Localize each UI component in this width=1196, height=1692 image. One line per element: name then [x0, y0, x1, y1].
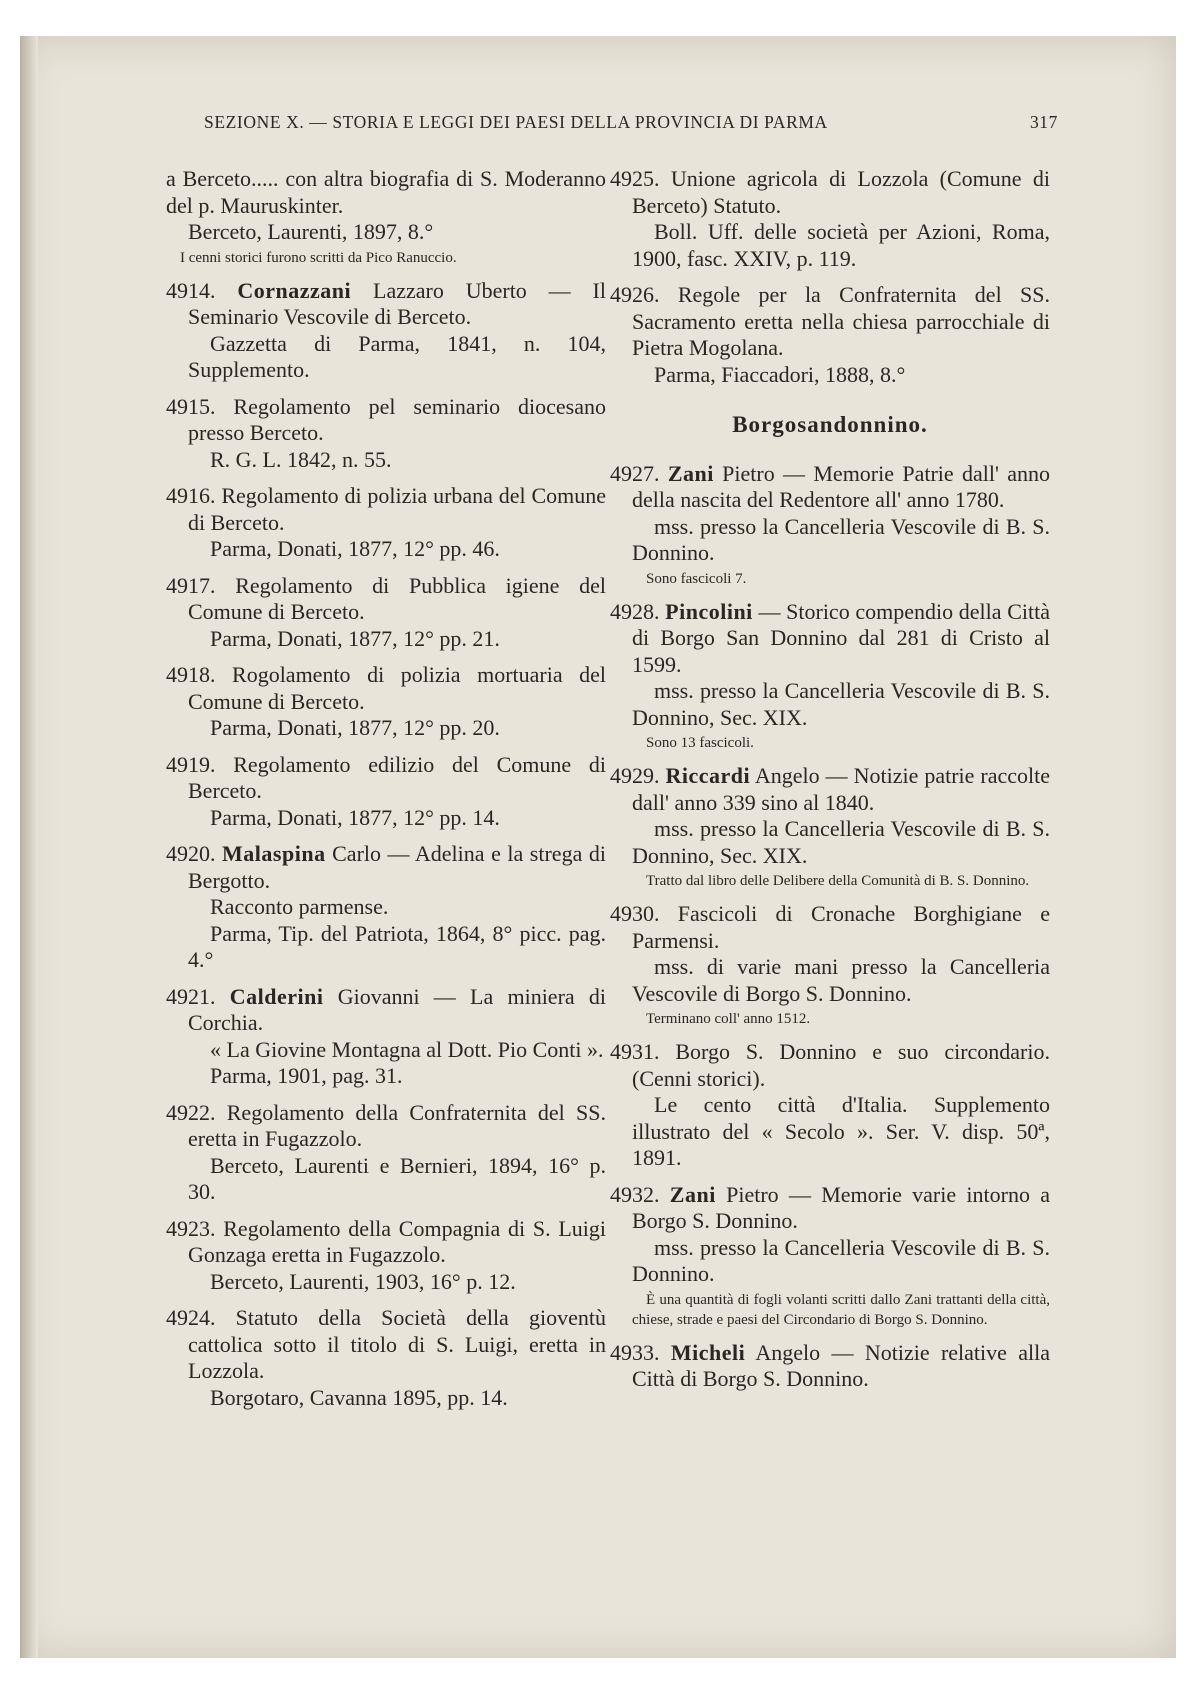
entry-author: Calderini: [229, 983, 324, 1009]
entry-imprint: Parma, Donati, 1877, 12° pp. 20.: [210, 715, 500, 740]
entry-author: Micheli: [670, 1339, 746, 1365]
entry-subtitle: « La Giovine Montagna al Dott. Pio Conti ».: [210, 1036, 604, 1062]
entry-title: Regolamento pel seminario diocesano presso Berceto.: [188, 393, 606, 445]
entry-heading: [166, 278, 606, 331]
entry-heading: [610, 282, 1050, 362]
entry-heading: [166, 394, 606, 447]
entry-number: 4924.: [166, 1305, 216, 1330]
entry-title: Giovanni — La miniera di Corchia.: [188, 983, 606, 1035]
entry-heading: [610, 901, 1050, 954]
entry-imprint: Parma, Tip. del Patriota, 1864, 8° picc. pag. 4.°: [188, 920, 606, 972]
entry-4930: [610, 901, 1050, 1029]
entry-imprint: Parma, Donati, 1877, 12° pp. 46.: [210, 536, 500, 561]
entry-text-line: Moderanno del p. Mauruskinter.: [166, 166, 606, 218]
entry-4915: [166, 394, 606, 474]
page-gutter-shadow: [20, 36, 38, 1658]
entry-heading: [166, 1305, 606, 1385]
entry-number: 4919.: [166, 751, 216, 777]
entry-heading: [166, 1216, 606, 1269]
entry-note: Tratto dal libro delle Delibere della Comunità di B. S. Donnino.: [646, 873, 1030, 889]
entry-note: Sono 13 fascicoli.: [646, 735, 754, 751]
entry-title: Regolamento edilizio del Comune di Berceto.: [188, 751, 606, 803]
entry-note: Sono fascicoli 7.: [646, 570, 747, 587]
page-number: 317: [1029, 112, 1058, 132]
entry-imprint: Gazzetta di Parma, 1841, n. 104, Supplemento.: [188, 330, 606, 382]
entry-imprint: mss. presso la Cancelleria Vescovile di B. S. Donnino.: [632, 1234, 1050, 1286]
entry-number: 4923.: [166, 1215, 216, 1241]
entry-heading: [610, 599, 1050, 679]
left-column: [166, 166, 606, 1421]
entry-4922: [166, 1100, 606, 1206]
entry-title: Angelo — Notizie patrie raccolte dall' anno 339 sino al 1840.: [632, 763, 1051, 815]
entry-4921: [166, 984, 606, 1090]
entry-title: — Storico compendio della Città di Borgo San Donnino dal 281 di Cristo al 1599.: [632, 598, 1050, 677]
entry-4928: [610, 599, 1050, 754]
entry-4920: [166, 841, 606, 974]
entry-title: Lazzaro Uberto — Il Seminario Vescovile di Berceto.: [188, 277, 606, 329]
entry-heading: [610, 763, 1050, 816]
entry-heading: [166, 573, 606, 626]
entry-number: 4917.: [166, 572, 216, 598]
entry-author: Riccardi: [665, 763, 751, 788]
entry-imprint: Berceto, Laurenti, 1903, 16° p. 12.: [210, 1268, 516, 1294]
entry-number: 4916.: [166, 483, 216, 508]
entry-title: Statuto della Società della gioventù cattolica sotto il titolo di S. Luigi, eretta in Lozzola.: [188, 1305, 606, 1383]
entry-number: 4932.: [610, 1181, 660, 1207]
section-heading: Borgosandonnino.: [732, 412, 928, 437]
entry-heading: [166, 662, 606, 715]
entry-note: I cenni storici furono scritti da Pico Ranuccio.: [180, 249, 457, 266]
entry-title: Angelo — Notizie relative alla Città di Borgo S. Donnino.: [632, 1339, 1051, 1391]
entry-text: [166, 166, 606, 219]
entry-continuation: [166, 166, 606, 268]
entry-heading: [610, 166, 1050, 219]
entry-4927: [610, 461, 1050, 589]
entry-imprint: Boll. Uff. delle società per Azioni, Roma, 1900, fasc. XXIV, p. 119.: [632, 219, 1050, 271]
entry-imprint: Parma, 1901, pag. 31.: [210, 1063, 403, 1088]
entry-4919: [166, 752, 606, 832]
entry-heading: [166, 841, 606, 894]
entry-imprint: mss. presso la Cancelleria Vescovile di B. S. Donnino, Sec. XIX.: [632, 816, 1050, 868]
entry-imprint: Parma, Donati, 1877, 12° pp. 21.: [210, 625, 500, 651]
entry-imprint: Berceto, Laurenti e Bernieri, 1894, 16° p. 30.: [188, 1152, 606, 1204]
entry-imprint: mss. di varie mani presso la Cancelleria Vescovile di Borgo S. Donnino.: [632, 954, 1050, 1006]
entry-author: Pincolini: [665, 598, 753, 624]
entry-heading: [166, 483, 606, 536]
entry-imprint: mss. presso la Cancelleria Vescovile di B. S. Donnino, Sec. XIX.: [632, 678, 1050, 730]
entry-number: 4918.: [166, 662, 216, 687]
entry-heading: [610, 1039, 1050, 1092]
entry-number: 4925.: [610, 166, 660, 191]
entry-number: 4915.: [166, 393, 216, 419]
entry-4918: [166, 662, 606, 742]
entry-title: Regolamento di Pubblica igiene del Comune di Berceto.: [188, 572, 606, 624]
entry-author: Zani: [669, 1181, 716, 1207]
entry-4929: [610, 763, 1050, 891]
entry-title: Pietro — Memorie varie intorno a Borgo S. Donnino.: [632, 1181, 1051, 1233]
entry-number: 4928.: [610, 598, 660, 624]
entry-number: 4914.: [166, 277, 216, 303]
entry-number: 4929.: [610, 763, 660, 788]
entry-text-line: a Berceto..... con altra biografia di S.: [166, 166, 498, 191]
entry-note: È una quantità di fogli volanti scritti dallo Zani trattanti della città, chiese, strade e paesi del Circondario di Borgo S. Donnino.: [632, 1291, 1050, 1328]
entry-title: Pietro — Memorie Patrie dall' anno della nascita del Redentore all' anno 1780.: [632, 460, 1051, 512]
entry-imprint: Parma, Donati, 1877, 12° pp. 14.: [210, 804, 500, 830]
entry-heading: [610, 1182, 1050, 1235]
entry-heading: [610, 461, 1050, 514]
entry-4916: [166, 483, 606, 563]
entry-subtitle: Racconto parmense.: [210, 894, 389, 919]
entry-number: 4922.: [166, 1099, 216, 1125]
entry-title: Carlo — Adelina e la strega di Bergotto.: [188, 841, 606, 893]
entry-note: Terminano coll' anno 1512.: [646, 1011, 811, 1027]
entry-title: Regolamento di polizia urbana del Comune di Berceto.: [188, 483, 606, 535]
entry-4926: [610, 282, 1050, 388]
entry-imprint: Le cento città d'Italia. Supplemento illustrato del « Secolo ». Ser. V. disp. 50ª, 1891.: [632, 1092, 1050, 1170]
entry-title: Regolamento della Compagnia di S. Luigi Gonzaga eretta in Fugazzolo.: [188, 1215, 606, 1267]
entry-4924: [166, 1305, 606, 1411]
entry-heading: [166, 752, 606, 805]
running-title: SEZIONE X. — STORIA E LEGGI DEI PAESI DELLA PROVINCIA DI PARMA: [204, 112, 828, 132]
entry-number: 4921.: [166, 983, 216, 1009]
running-head: [204, 112, 1058, 133]
entry-title: Unione agricola di Lozzola (Comune di Berceto) Statuto.: [632, 166, 1050, 218]
entry-title: Fascicoli di Cronache Borghigiane e Parmensi.: [632, 901, 1050, 953]
entry-4917: [166, 573, 606, 653]
entry-author: Malaspina: [222, 841, 326, 866]
entry-number: 4920.: [166, 841, 216, 866]
entry-4933: [610, 1340, 1050, 1393]
entry-heading: [166, 1100, 606, 1153]
entry-author: Zani: [667, 460, 714, 486]
entry-imprint: Berceto, Laurenti, 1897, 8.°: [188, 219, 434, 244]
entry-4932: [610, 1182, 1050, 1330]
entry-4923: [166, 1216, 606, 1296]
entry-heading: [166, 984, 606, 1037]
entry-imprint: R. G. L. 1842, n. 55.: [210, 446, 392, 472]
entry-heading: [610, 1340, 1050, 1393]
entry-imprint: Borgotaro, Cavanna 1895, pp. 14.: [210, 1384, 508, 1410]
entry-title: Rogolamento di polizia mortuaria del Comune di Berceto.: [188, 662, 606, 714]
entry-4914: [166, 278, 606, 384]
right-column: [610, 166, 1050, 1403]
entry-number: 4927.: [610, 460, 660, 486]
entry-number: 4930.: [610, 901, 660, 926]
entry-imprint: Parma, Fiaccadori, 1888, 8.°: [654, 361, 906, 387]
entry-number: 4931.: [610, 1039, 660, 1064]
entry-4931: [610, 1039, 1050, 1172]
entry-4925: [610, 166, 1050, 272]
entry-imprint: mss. presso la Cancelleria Vescovile di B. S. Donnino.: [632, 513, 1050, 565]
entry-title: Regole per la Confraternita del SS. Sacramento eretta nella chiesa parrocchiale di Pietra Mogolana.: [632, 282, 1050, 360]
entry-number: 4926.: [610, 282, 660, 307]
entry-title: Borgo S. Donnino e suo circondario. (Cenni storici).: [632, 1039, 1050, 1091]
entry-number: 4933.: [610, 1339, 660, 1365]
entry-title: Regolamento della Confraternita del SS. eretta in Fugazzolo.: [188, 1099, 606, 1151]
entry-author: Cornazzani: [237, 277, 352, 303]
